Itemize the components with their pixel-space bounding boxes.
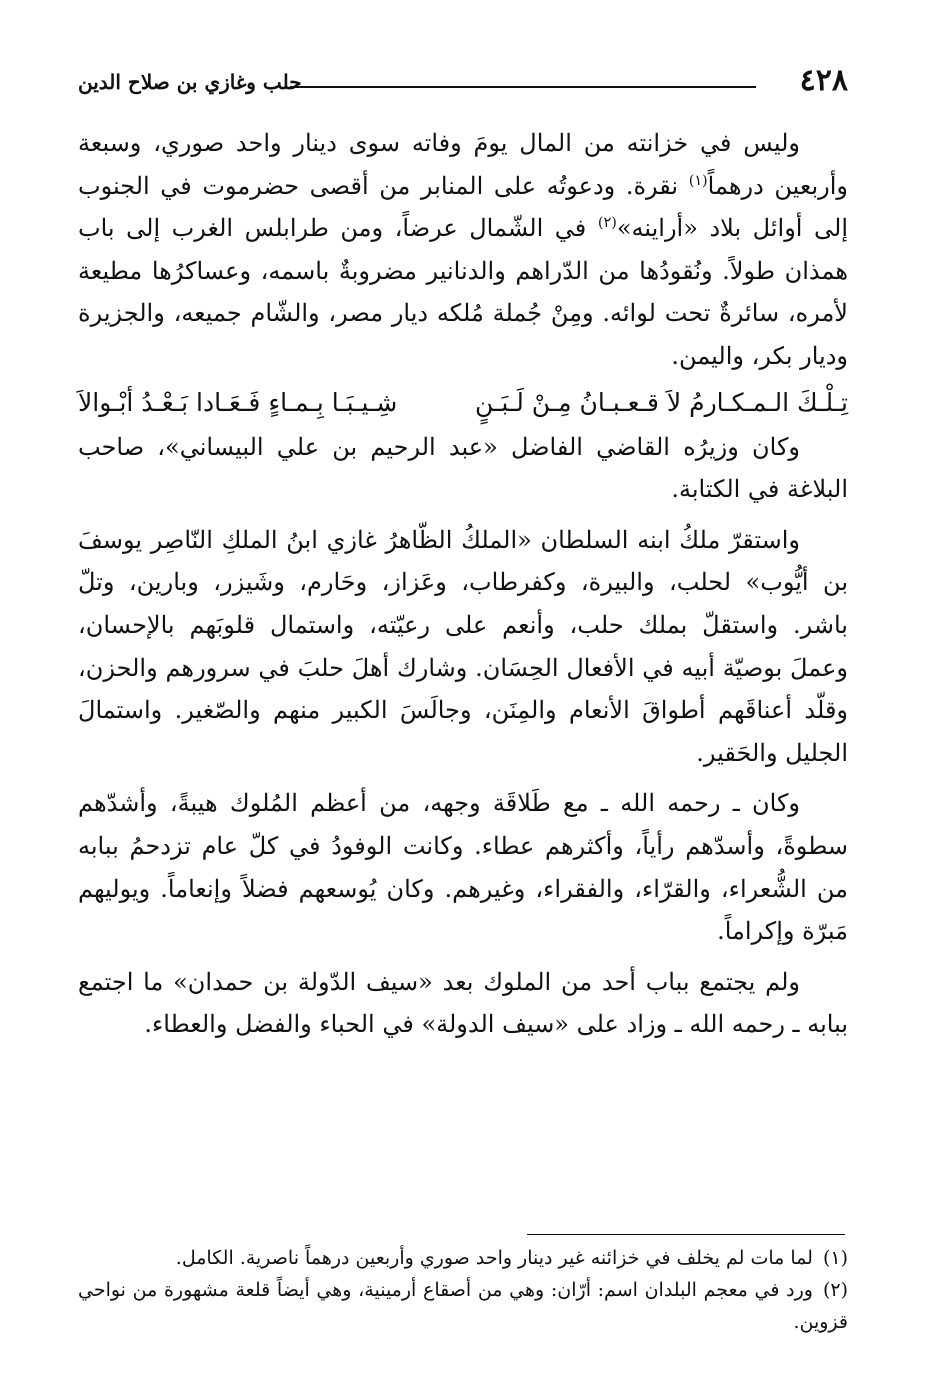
verse-first-hemistich: تِـلْـكَ الـمـكـارمُ لاَ قـعـبـانُ مِـنْ لَـبَـنٍ xyxy=(475,387,848,417)
paragraph-1-part-b: نقرة. ودعوتُه على المنابر من أقصى حضرموت في الجنوب إلى أوائل بلاد «أراينه» xyxy=(78,171,849,243)
footnote-separator xyxy=(527,1234,845,1235)
footnote-1-marker: (١) xyxy=(822,1247,848,1269)
footnotes xyxy=(78,1242,848,1338)
main-text xyxy=(78,122,848,1046)
paragraph-1-part-c: في الشّمال عرضاً، ومن طرابلس الغرب إلى باب همذان طولاً. ونُقودُها من الدّراهم والدنانير مضروبةٌ باسمه، وعساكرُها مطيعة لأمره، سائرةٌ تحت لوائه. ومِنْ جُملة مُلكه ديار مصر، والشّام جميعه، والجزيرة وديار بكر، واليمن. xyxy=(78,214,848,370)
paragraph-1-part-a: وليس في خزانته من المال يومَ وفاته سوى دينار واحد صوري، وسبعة وأربعين درهماً xyxy=(78,129,848,200)
footnote-1 xyxy=(78,1242,848,1274)
paragraph-1 xyxy=(78,122,848,378)
poetry-verse xyxy=(78,382,848,424)
verse-second-hemistich: شِـيـبَـا بِـمـاءٍ فَـعَـادا بَـعْـدُ أبْـوالاَ xyxy=(78,387,398,417)
footnote-2 xyxy=(78,1274,848,1338)
page-number: ٤٢٨ xyxy=(799,63,848,98)
footnote-ref-1: (١) xyxy=(688,172,708,189)
footnote-2-marker: (٢) xyxy=(822,1279,848,1301)
paragraph-5: ولم يجتمع بباب أحد من الملوك بعد «سيف الدّولة بن حمدان» ما اجتمع ببابه ـ رحمه الله ـ وزاد على «سيف الدولة» في الحباء والفضل والعطاء. xyxy=(78,967,848,1039)
running-title: حلب وغازي بن صلاح الدين xyxy=(78,70,302,94)
header-rule xyxy=(290,86,756,88)
footnote-1-text: لما مات لم يخلف في خزائنه غير دينار واحد صوري وأربعين درهماً ناصرية. الكامل. xyxy=(175,1247,813,1269)
paragraph-3: واستقرّ ملكُ ابنه السلطان «الملكُ الظّاهرُ غازي ابنُ الملكِ النّاصِر يوسفَ بن أيُّوب» لحلب، والبيرة، وكفرطاب، وعَزاز، وحَارم، وشَيزر، وبارين، وتلّ باشر. واستقلّ بملك حلب، وأنعم على رعيّته، واستمال قلوبَهم بالإحسان، وعملَ بوصيّة أبيه في الأفعال الحِسَان. وشارك أهلَ حلبَ في سرورهم والحزن، وقلّد أعناقَهم أطواقَ الأنعام والمِنَن، وجالَسَ الكبير منهم والصّغير. واستمالَ الجليل والحَقير. xyxy=(78,525,848,767)
footnote-2-text: ورد في معجم البلدان اسم: أرّان: وهي من أصقاع أرمينية، وهي أيضاً قلعة مشهورة من نواحي قزوين. xyxy=(78,1279,848,1333)
footnote-ref-2: (٢) xyxy=(597,215,617,232)
page-header xyxy=(78,62,848,102)
paragraph-4: وكان ـ رحمه الله ـ مع طَلاقَة وجهه، من أعظم المُلوك هيبةً، وأشدّهم سطوةً، وأسدّهم رأياً، وأكثرهم عطاء. وكانت الوفودُ في كلّ عام تزدحمُ ببابه من الشُّعراء، والقرّاء، والفقراء، وغيرهم. وكان يُوسعهم فضلاً وإنعاماً. ويوليهم مَبرّة وإكراماً. xyxy=(78,789,848,946)
paragraph-2: وكان وزيرُه القاضي الفاضل «عبد الرحيم بن علي البيساني»، صاحب البلاغة في الكتابة. xyxy=(78,432,848,504)
